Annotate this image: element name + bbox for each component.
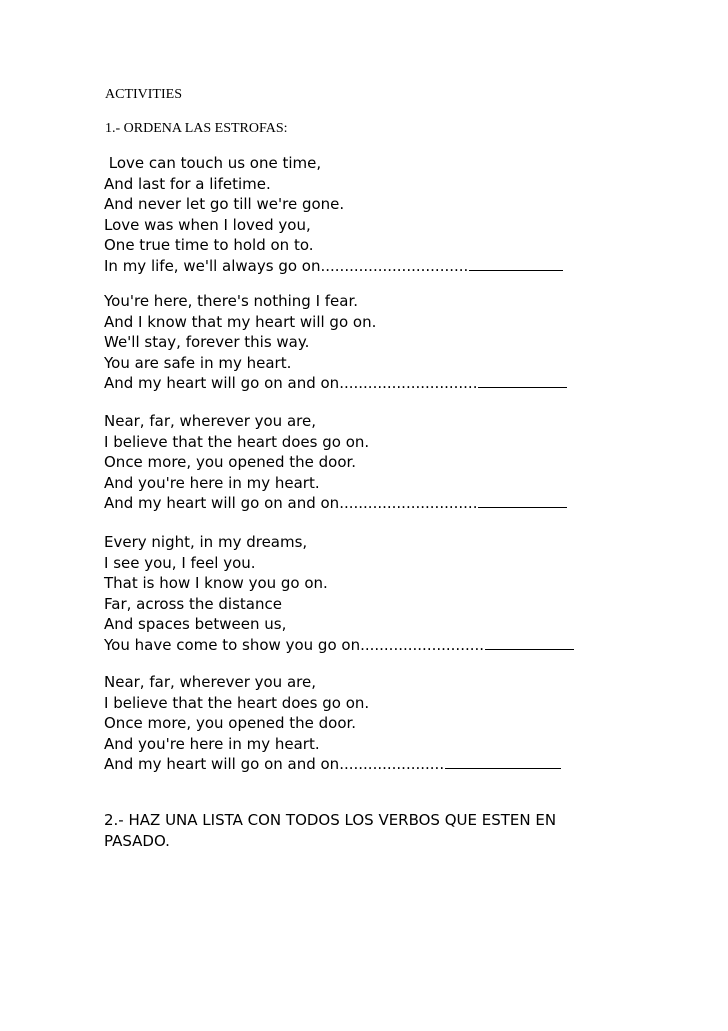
stanza-line: And last for a lifetime. xyxy=(104,174,271,193)
stanza-5 xyxy=(104,672,644,775)
stanza-line: One true time to hold on to. xyxy=(104,236,314,254)
stanza-2 xyxy=(104,291,644,394)
stanza-line: Once more, you opened the door. xyxy=(104,453,357,471)
stanza-last-line xyxy=(104,493,644,514)
stanza-line-text: And my heart will go on and on...................... xyxy=(104,755,445,773)
stanza-line: We'll stay, forever this way. xyxy=(104,333,310,351)
task-1-heading: 1.- ORDENA LAS ESTROFAS: xyxy=(105,121,288,136)
stanza-last-line xyxy=(104,635,644,656)
stanza-1 xyxy=(104,153,644,276)
stanza-line: And you're here in my heart. xyxy=(104,473,320,492)
stanza-line: And you're here in my heart. xyxy=(104,734,320,753)
answer-blank[interactable] xyxy=(485,637,574,650)
stanza-line: That is how I know you go on. xyxy=(104,574,328,592)
task-2-heading: 2.- HAZ UNA LISTA CON TODOS LOS VERBOS QUE ESTEN EN PASADO. xyxy=(104,811,557,850)
stanza-3 xyxy=(104,411,644,514)
stanza-line: You're here, there's nothing I fear. xyxy=(104,292,359,310)
page-title: ACTIVITIES xyxy=(105,87,182,102)
stanza-line: And I know that my heart will go on. xyxy=(104,312,377,331)
stanza-line-text: And my heart will go on and on............................. xyxy=(104,374,478,392)
stanza-line: I believe that the heart does go on. xyxy=(104,693,370,712)
stanza-line: I believe that the heart does go on. xyxy=(104,432,370,451)
stanza-line-text: And my heart will go on and on............................. xyxy=(104,494,478,512)
stanza-line: Love can touch us one time, xyxy=(104,154,322,172)
stanza-line: And spaces between us, xyxy=(104,615,287,633)
stanza-line: I see you, I feel you. xyxy=(104,553,256,572)
stanza-line: Love was when I loved you, xyxy=(104,215,311,234)
answer-blank[interactable] xyxy=(469,258,563,271)
answer-blank[interactable] xyxy=(478,495,567,508)
answer-blank[interactable] xyxy=(445,756,561,769)
stanza-last-line xyxy=(104,754,644,775)
stanza-last-line xyxy=(104,373,644,394)
stanza-line-text: You have come to show you go on.......................... xyxy=(104,635,485,654)
stanza-line: Every night, in my dreams, xyxy=(104,533,308,551)
stanza-line: You are safe in my heart. xyxy=(104,353,292,372)
answer-blank[interactable] xyxy=(478,375,567,388)
stanza-line: Near, far, wherever you are, xyxy=(104,412,316,430)
stanza-4 xyxy=(104,532,644,655)
stanza-line: And never let go till we're gone. xyxy=(104,195,345,213)
stanza-line-text: In my life, we'll always go on............................... xyxy=(104,256,469,275)
stanza-line: Near, far, wherever you are, xyxy=(104,673,316,691)
stanza-line: Once more, you opened the door. xyxy=(104,714,357,732)
stanza-line: Far, across the distance xyxy=(104,594,282,613)
stanza-last-line xyxy=(104,256,644,277)
